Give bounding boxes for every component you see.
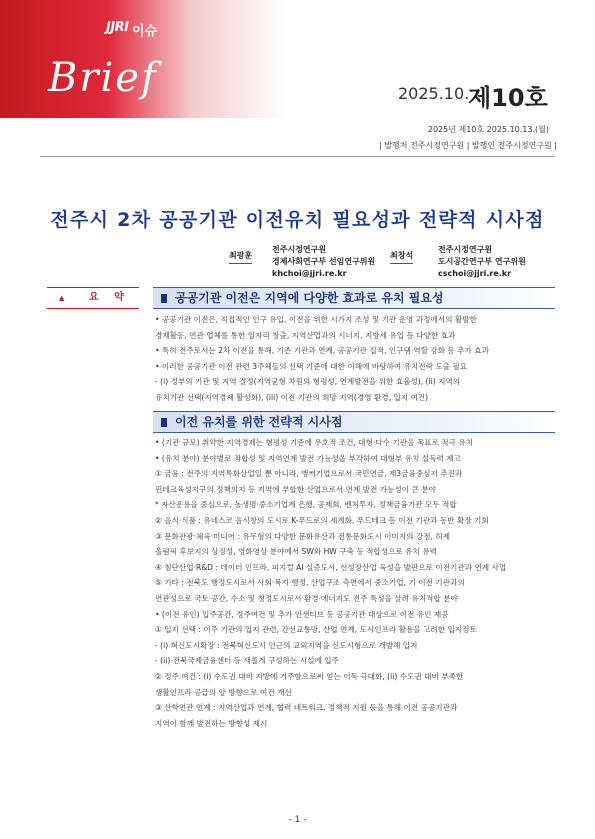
section-1-body (155, 312, 557, 406)
author-info-2 (438, 244, 526, 280)
section-2-line: • (기관 규모) 취약한 지역경제는 형평성 기준에 우호적 조건, 대형·다수 기관을 목표로 적극 유치 (155, 438, 474, 447)
author-email-1: khchoi@jjri.re.kr (272, 269, 347, 278)
section-1-line: - (i) 정부의 기관 및 지역 결정(지역균형 차원의 형평성, 연계발전을 위한 효율성), (ii) 지역의 (155, 377, 461, 387)
issue-date: 2025.10. (398, 84, 470, 103)
section-2-line: ③ 문화관광·체육·미디어 : 유무형의 다양한 문화유산과 전통문화도시 이미지의 강점, 허제 (155, 531, 451, 541)
section-2-line: 올림픽 후보지의 상징성, 영화영상 분야에서 SW와 HW 구축 등 적합성으로 유치 유력 (155, 547, 437, 557)
section-heading-1-text: 공공기관 이전은 지역에 다양한 효과로 유치 필요성 (175, 291, 444, 305)
author-dept-1: 경제사회연구부 선임연구위원 (272, 257, 376, 266)
publisher-line: | 발행처 전주시정연구원 | 발행인 전주시정연구원 | (379, 141, 557, 150)
document-title: 전주시 2차 공공기관 이전유치 필요성과 전략적 시사점 (50, 209, 545, 231)
author-label-2: 최창석 (390, 250, 413, 264)
section-bullet-square (161, 294, 167, 303)
section-2-line: 생활인프라 공급의 양 방향으로 여건 개선 (155, 687, 292, 697)
author-email-2: cschoi@jjri.re.kr (438, 269, 512, 278)
section-2-line: • (유치 분야) 분야별로 적합성 및 지역연계 발전 가능성을 부각하여 대형부 유치 설득력 제고 (155, 453, 461, 463)
section-2-line: ② 음식·식품 : 유네스코 음식창의 도시로 K-푸드로의 세계화, 푸드테크 등 이전 기관과 동반 확장 기회 (155, 515, 489, 525)
author-dept-2: 도시공간연구부 연구위원 (438, 257, 526, 266)
section-2-line: ① 입지 선택 : 이주 기관의 입지 관련, 간선교통망, 산업 연계, 도시인프라 활용을 고려한 입지검토 (155, 625, 477, 635)
section-2-line: - (ii) 전북국제금융센터 등 새롭게 구성하는 시설에 입주 (155, 656, 339, 666)
publish-date-line: 2025년 제10호 2025.10.13.(월) (427, 125, 549, 134)
summary-marker: ▲ (59, 294, 65, 302)
section-1-line: 유치기관 선택(지역경제 활성화), (iii) 이전 기관의 희망 지역(경영 환경, 입지 여건) (155, 392, 429, 402)
section-2-body (155, 435, 557, 731)
header-divider (40, 156, 555, 157)
section-2-line: ② 정주 여건 : (i) 수도권 대비 지방에 거주함으로써 얻는 이득 극대화, (ii) 수도권 대비 부족한 (155, 671, 464, 681)
section-2-line: 지역이 함께 발전하는 방향성 제시 (155, 718, 268, 728)
brand-issue-label: 이슈 (132, 24, 158, 39)
brand-script-title: Brief (48, 55, 158, 101)
section-heading-1 (153, 287, 555, 309)
section-1-line: 경제활동, 연관 업체를 통한 일자리 창출, 지역산업과의 시너지, 지방세 유입 등 다양한 효과 (155, 330, 456, 340)
section-2-line: * 자산운용을 중심으로, 농생명·중소기업계 은행, 공제회, 벤처투자, 정책금융기관 모두 적합 (155, 500, 457, 510)
page-number: - 1 - (288, 815, 307, 825)
issue-number: 제10호 (468, 84, 548, 112)
section-bullet-square (161, 418, 167, 427)
section-2-line: 연관성으로 국토·공간, 수소 및 청정도시로서 환경·에너지도 전주 특성을 살려 유치적합 분야 (155, 593, 458, 603)
section-1-line: • 공공기관 이전은, 직접적인 인구 유입, 이전을 위한 시가지 조성 및 기관 운영 과정에서의 활발한 (155, 315, 477, 324)
section-2-line: ③ 산학연관 연계 : 지역산업과 연계, 협력 네트워크, 정책적 지원 등을 통해 이전 공공기관과 (155, 703, 458, 713)
section-heading-2-text: 이전 유치를 위한 전략적 시사점 (175, 415, 343, 429)
author-label-1: 최광훈 (229, 250, 252, 264)
section-2-line: 핀테크육성지구의 정책의지 등 지역에 부합한 산업으로서 연계 발전 가능성이 큰 분야 (155, 484, 436, 494)
section-1-line: • 특히 전주로서는 2차 이전을 통해, 기존 기관과 연계, 공공기관 집적, 인구댐 역할 강화 등 추가 효과 (155, 346, 489, 356)
section-heading-2 (153, 411, 555, 433)
section-2-line: ④ 첨단산업·R&D : 데이터 인프라, 피지컬 AI 실증도시, 신성장산업 육성을 발판으로 이전기관과 연계 사업 (155, 562, 507, 572)
brief-header (0, 0, 595, 160)
section-2-line: ⑤ 기타 : 전북도 행정도시로서 사회·복지·행정, 산업구조 측면에서 중소기업, 기 이전 기관과의 (155, 578, 465, 588)
section-2-line: ① 금융 : 전주의 지역특화산업일 뿐 아니라, 앵커기업으로서 국민연금, 제3금융중심지 추진과 (155, 469, 463, 479)
summary-label (47, 287, 139, 309)
section-2-line: • (이전 유인) 입주공간, 정주여건 및 추가 인센티브 등 공공기관 대상으로 이전 유인 제공 (155, 609, 449, 619)
summary-label-text: 요 약 (89, 292, 130, 303)
author-org-1: 전주시정연구원 (272, 245, 327, 254)
section-1-line: • 이러한 공공기관 이전 관련 3주체들의 선택 기준에 대한 이해에 바탕하여 유치전략 도출 필요 (155, 361, 468, 371)
author-org-2: 전주시정연구원 (438, 245, 493, 254)
section-2-line: - (i) 혁신도시확장 : 전북혁신도시 인근의 교외지역을 신도시형으로 개발해 입지 (155, 640, 418, 650)
brand-logo: JJRI (106, 20, 129, 35)
author-info-1 (272, 244, 375, 280)
